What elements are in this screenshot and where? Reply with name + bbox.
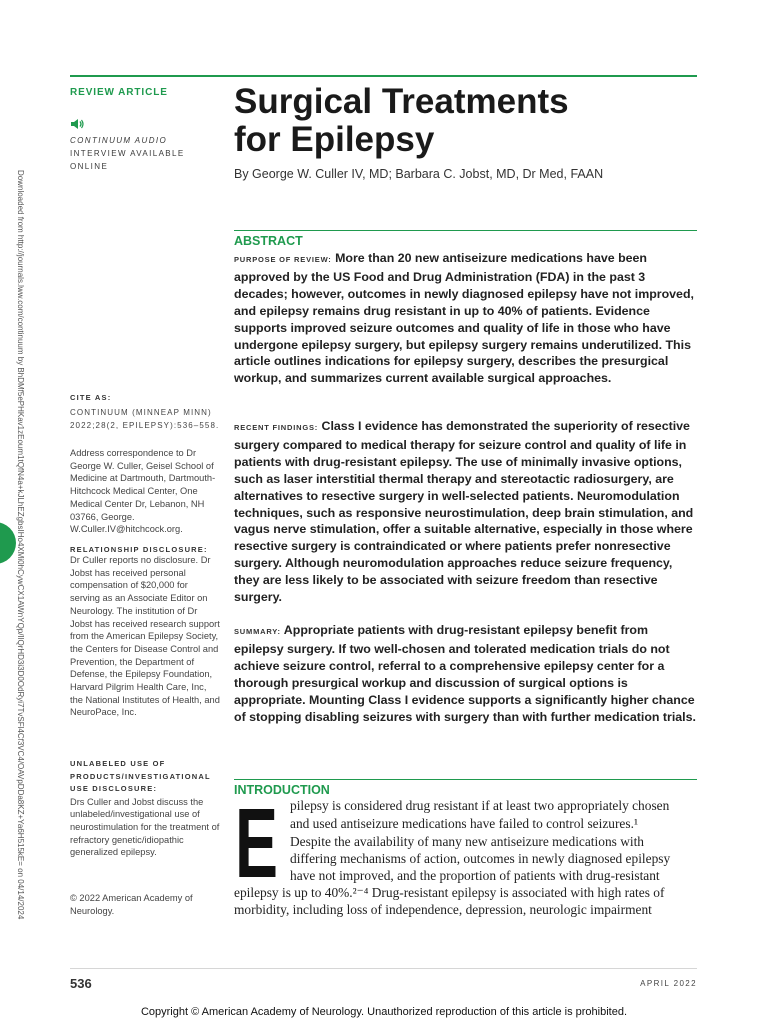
relationship-text: Dr Culler reports no disclosure. Dr Jobst has received personal compensation of $20,000 for serving as an Associate Editor on Neurology. The institution of Dr Jobst has received research support from the American Epilepsy Society, the Centers for Disease Control and Prevention, the Department of Defense, the Epilepsy Foundation, Harvard Pilgrim Health Care, Inc, the National Institutes of Health, and NeuroPace, Inc. — [70, 555, 220, 718]
introduction-heading: INTRODUCTION — [234, 783, 330, 797]
findings-label: RECENT FINDINGS: — [234, 423, 319, 432]
article-title — [234, 83, 704, 159]
cite-text: CONTINUUM (MINNEAP MINN) 2022;28(2, EPILEPSY):536–558. — [70, 408, 220, 430]
relationship-disclosure — [70, 545, 220, 719]
purpose-text: More than 20 new antiseizure medications have been approved by the US Food and Drug Administration (FDA) in the past 3 decades; however, outcomes in newly diagnosed epilepsy have not improved, and epilepsy remains drug resistant in up to 40% of patients. Evidence supports improved seizure outcomes and quality of life in those who have undergone epilepsy surgery, but epilepsy surgery remains underutilized. This article outlines indications for epilepsy surgery, describes the presurgical workup, and summarizes current available surgical approaches. — [234, 251, 694, 386]
drop-cap — [235, 805, 280, 880]
page-number: 536 — [70, 976, 92, 991]
intro-line: morbidity, including loss of independence, depression, neurologic impairment — [234, 902, 652, 917]
copyright-notice: Copyright © American Academy of Neurology. Unauthorized reproduction of this article is prohibited. — [140, 1006, 628, 1018]
audio-line: ONLINE — [70, 162, 109, 171]
purpose-paragraph — [234, 250, 697, 387]
unlabeled-label: UNLABELED USE OF PRODUCTS/INVESTIGATIONAL USE DISCLOSURE: — [70, 759, 211, 793]
summary-paragraph — [234, 622, 697, 725]
top-rule — [70, 75, 697, 77]
abstract-rule — [234, 230, 697, 231]
intro-line: and used antiseizure medications have failed to control seizures.¹ — [290, 816, 638, 831]
drop-cap-letter: E — [235, 805, 278, 880]
intro-line: Despite the availability of many new antiseizure medications with — [290, 834, 645, 849]
correspondence-address: Address correspondence to Dr George W. Culler, Geisel School of Medicine at Dartmouth, Dartmouth-Hitchcock Medical Center, One Medical Center Dr, Lebanon, NH 03766, George. W.Culler.IV@hitchcock.org. — [70, 448, 216, 535]
audio-line: CONTINUUM AUDIO — [70, 136, 168, 145]
title-line: for Epilepsy — [234, 120, 435, 159]
footer-rule — [70, 968, 697, 969]
download-notice: Downloaded from http://journals.lww.com/continuum by BhDMf5ePHKav1zEoum1tQfN4a+kJLhEZgbsIHo4XMi0hCywCX1AWnYQp/IlQrHD3i3D0OdRyi7TvSFl4Cf3VC4/OAVpDDa8KZ+Ya6H515kE= on 04/14/2024 — [16, 170, 25, 920]
intro-line: pilepsy is considered drug resistant if at least two appropriately chosen — [290, 798, 670, 813]
audio-interview-notice[interactable] — [70, 118, 220, 173]
summary-text: Appropriate patients with drug-resistant epilepsy benefit from epilepsy surgery. If two well-chosen and tolerated medication trials do not achieve seizure control, referral to a comprehensive epilepsy center for a thorough presurgical workup and discussion of surgical options is appropriate. Mounting Class I evidence supports a significantly higher chance of stopping disabling seizures with surgery than with further medication trials. — [234, 623, 696, 724]
sidebar-copyright: © 2022 American Academy of Neurology. — [70, 893, 193, 916]
findings-text: Class I evidence has demonstrated the superiority of resective surgery compared to medical therapy for seizure control and quality of life in patients with drug-resistant epilepsy. The use of minimally invasive options, such as laser interstitial thermal therapy and stereotactic radiosurgery, are alternatives to resective surgery in well-selected patients. Neuromodulation techniques, such as responsive neurostimulation, deep brain stimulation, and vagus nerve stimulation, offer a suitable alternative, especially in those where resective surgery is contraindicated or where patients prefer nonresective surgery. Although neuromodulation approaches reduce seizure frequency, they are less likely to be associated with seizure freedom than resective surgery. — [234, 419, 694, 605]
purpose-label: PURPOSE OF REVIEW: — [234, 255, 332, 264]
abstract-heading: ABSTRACT — [234, 234, 303, 248]
relationship-label: RELATIONSHIP DISCLOSURE: — [70, 545, 208, 554]
unlabeled-text: Drs Culler and Jobst discuss the unlabeled/investigational use of neurostimulation for the treatment of refractory genetic/idiopathic generalized epilepsy. — [70, 796, 220, 858]
introduction-rule — [234, 779, 697, 780]
summary-label: SUMMARY: — [234, 627, 281, 636]
findings-paragraph — [234, 418, 697, 606]
cite-label: CITE AS: — [70, 393, 112, 402]
intro-line: epilepsy is up to 40%.²⁻⁴ Drug-resistant epilepsy is associated with high rates of — [234, 885, 665, 900]
section-tag: REVIEW ARTICLE — [70, 87, 168, 98]
title-line: Surgical Treatments — [234, 82, 569, 121]
audio-line: INTERVIEW AVAILABLE — [70, 149, 185, 158]
speaker-icon — [70, 118, 84, 130]
intro-line: have not improved, and the proportion of patients with drug-resistant — [290, 868, 660, 883]
audio-text — [70, 134, 220, 173]
byline: By George W. Culler IV, MD; Barbara C. Jobst, MD, Dr Med, FAAN — [234, 167, 604, 181]
unlabeled-use-disclosure — [70, 758, 220, 859]
intro-line: differing mechanisms of action, outcomes in newly diagnosed epilepsy — [290, 851, 671, 866]
issue-date: APRIL 2022 — [640, 979, 697, 988]
